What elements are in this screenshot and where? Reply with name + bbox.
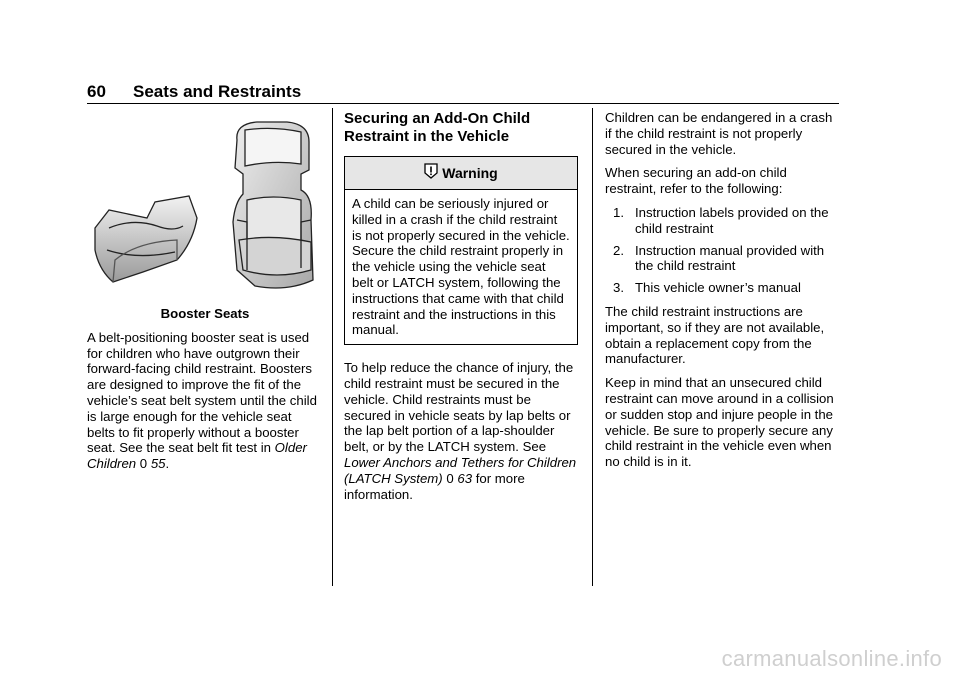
securing-paragraph: To help reduce the chance of injury, the child restraint must be secured in the vehicle. Child restraints must be secured in vehicle seats by lap belts or the lap belt portion of a lap-shoulder belt, or by the LATCH system. See Lower Anchors and Tethers for Children (LATCH System) 0 63 for more information. [344,360,577,502]
high-back-booster [233,122,313,288]
booster-paragraph: A belt-positioning booster seat is used for children who have outgrown their forward-facing child restraint. Boosters are designed to improve the fit of the vehicle’s seat belt system until the child is large enough for the vehicle seat belts to fit properly without a booster seat. See the seat belt fit test in Older Children 0 55. [87,329,317,472]
warning-header [345,157,577,190]
paragraph-unsecured: Keep in mind that an unsecured child restraint can move around in a collision or sudden stop and injure people in the vehicle. Be sure to properly secure any child restraint in the vehicle even when no child is in it. [605,375,834,470]
reference-list [605,205,841,296]
ref-symbol: 0 [139,456,148,472]
column-3 [605,110,841,478]
older-children-link[interactable]: Older Children [87,440,307,472]
booster-seats-illustration [87,110,323,300]
warning-title: Warning [442,165,498,181]
header-rule [87,103,839,104]
column-2 [344,110,578,510]
securing-section-title: Securing an Add-On Child Restraint in the Vehicle [344,110,531,145]
list-item: 2. Instruction manual provided with the child restraint [613,242,825,274]
warning-box [344,156,578,345]
page-header [87,82,301,102]
list-item: 1. Instruction labels provided on the child restraint [613,204,829,236]
backless-booster [95,196,197,282]
column-divider [592,108,593,586]
ref-page[interactable]: 63 [457,470,473,486]
column-divider [332,108,333,586]
ref-symbol: 0 [446,470,454,486]
section-title: Seats and Restraints [133,82,302,101]
watermark: carmanualsonline.info [721,646,942,671]
ref-page[interactable]: 55 [150,456,166,472]
warning-icon [424,158,438,190]
paragraph-instructions: The child restraint instructions are important, so if they are not available, obtain a replacement copy from the manufacturer. [605,303,825,367]
figure-caption: Booster Seats [160,306,250,321]
latch-link[interactable]: Lower Anchors and Tethers for Children (LATCH System) [344,454,577,486]
paragraph-refer: When securing an add-on child restraint, refer to the following: [605,165,787,197]
warning-text: A child can be seriously injured or killed in a crash if the child restraint is not properly secured in the vehicle. Secure the child restraint properly in the vehicle using the vehicle seat belt or LATCH system, following the instructions that came with that child restraint and the instructions in this manual. [352,196,570,338]
paragraph-endangered: Children can be endangered in a crash if the child restraint is not properly secured in the vehicle. [605,110,833,157]
page-number: 60 [87,82,106,101]
booster-seats-figure [87,110,323,300]
column-1 [87,110,323,480]
list-item: 3. This vehicle owner’s manual [613,280,801,296]
